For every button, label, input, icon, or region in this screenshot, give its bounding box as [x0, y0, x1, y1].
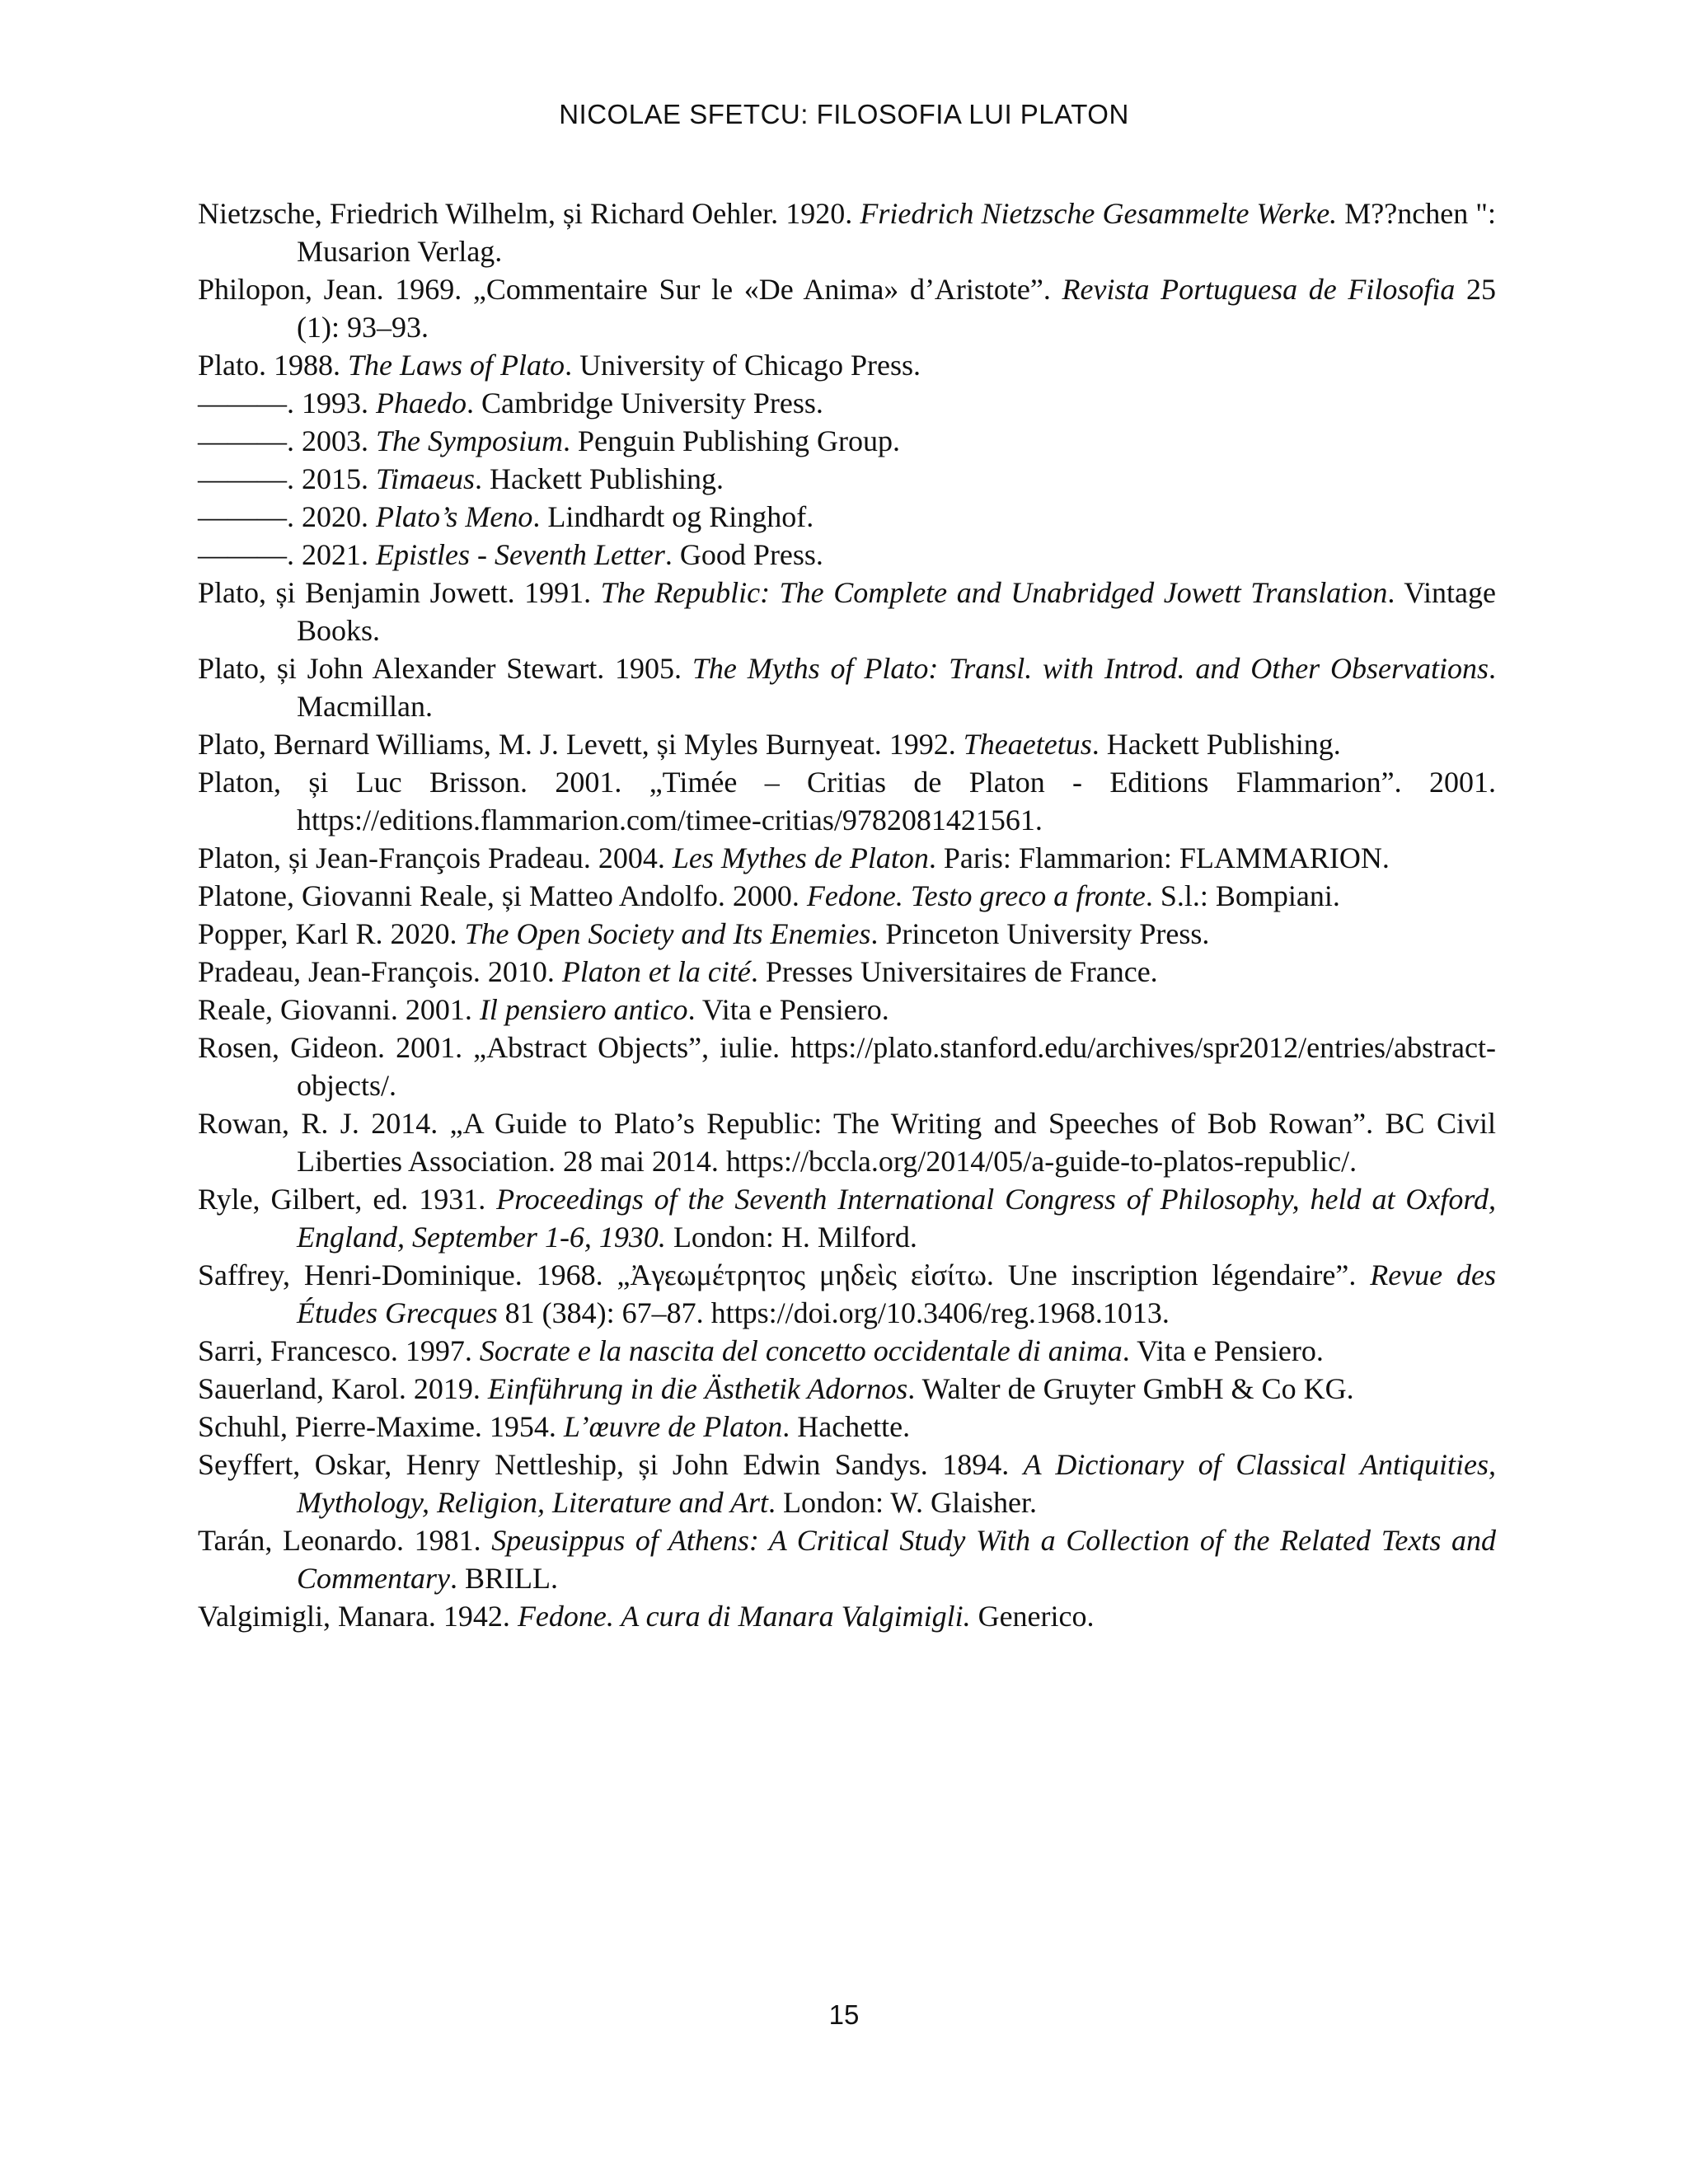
bibliography-entry: Platon, și Jean-François Pradeau. 2004. Les Mythes de Platon. Paris: Flammarion: FLAMMARION.	[198, 841, 1390, 874]
bibliography-entry: Rowan, R. J. 2014. „A Guide to Plato’s Republic: The Writing and Speeches of Bob Rowan”. BC Civil Liberties Association. 28 mai 2014. https://bccla.org/2014/05/a-guide-to-platos-republic/.	[198, 1107, 1496, 1178]
bibliography-entry: Saffrey, Henri-Dominique. 1968. „Ἀγεωμέτρητος μηδεὶς εἰσίτω. Une inscription légendaire”. Revue des Études Grecques 81 (384): 67–87. https://doi.org/10.3406/reg.1968.1013.	[198, 1258, 1496, 1329]
bibliography-entry: Plato, și Benjamin Jowett. 1991. The Republic: The Complete and Unabridged Jowett Translation. Vintage Books.	[198, 576, 1497, 647]
bibliography-entry: Seyffert, Oskar, Henry Nettleship, și John Edwin Sandys. 1894. A Dictionary of Classical Antiquities, Mythology, Religion, Literature and Art. London: W. Glaisher.	[198, 1448, 1496, 1519]
bibliography-entry: ———. 2021. Epistles - Seventh Letter. Good Press.	[198, 538, 823, 571]
bibliography-entry: Sarri, Francesco. 1997. Socrate e la nascita del concetto occidentale di anima. Vita e Pensiero.	[198, 1334, 1324, 1367]
bibliography-entry: Ryle, Gilbert, ed. 1931. Proceedings of the Seventh International Congress of Philosophy, held at Oxford, England, September 1-6, 1930. London: H. Milford.	[198, 1183, 1496, 1254]
bibliography-entry: Plato, și John Alexander Stewart. 1905. The Myths of Plato: Transl. with Introd. and Other Observations. Macmillan.	[198, 652, 1496, 723]
bibliography-entry: Pradeau, Jean-François. 2010. Platon et la cité. Presses Universitaires de France.	[198, 955, 1158, 988]
bibliography-entry: ———. 1993. Phaedo. Cambridge University Press.	[198, 387, 823, 419]
bibliography-entry: ———. 2020. Plato’s Meno. Lindhardt og Ringhof.	[198, 500, 814, 533]
bibliography-entry: Valgimigli, Manara. 1942. Fedone. A cura di Manara Valgimigli. Generico.	[198, 1600, 1095, 1633]
page-number: 15	[828, 1999, 860, 2030]
bibliography-entry: Plato. 1988. The Laws of Plato. University of Chicago Press.	[198, 349, 921, 382]
bibliography-entry: Popper, Karl R. 2020. The Open Society and Its Enemies. Princeton University Press.	[198, 917, 1210, 950]
bibliography-entry: Rosen, Gideon. 2001. „Abstract Objects”, iulie. https://plato.stanford.edu/archives/spr2012/entries/abstract-objects/.	[198, 1031, 1496, 1102]
bibliography-entry: Nietzsche, Friedrich Wilhelm, și Richard Oehler. 1920. Friedrich Nietzsche Gesammelte Werke. M??nchen ": Musarion Verlag.	[198, 197, 1497, 268]
bibliography-entry: Tarán, Leonardo. 1981. Speusippus of Athens: A Critical Study With a Collection of the Related Texts and Commentary. BRILL.	[198, 1524, 1496, 1595]
bibliography-entry: Sauerland, Karol. 2019. Einführung in die Ästhetik Adornos. Walter de Gruyter GmbH & Co KG.	[198, 1372, 1354, 1405]
bibliography-entry: Schuhl, Pierre-Maxime. 1954. L’œuvre de Platon. Hachette.	[198, 1410, 911, 1443]
bibliography-entry: ———. 2015. Timaeus. Hackett Publishing.	[198, 462, 724, 495]
bibliography-list	[198, 194, 1496, 1635]
bibliography-entry: Philopon, Jean. 1969. „Commentaire Sur le «De Anima» d’Aristote”. Revista Portuguesa de Filosofia 25 (1): 93–93.	[198, 273, 1497, 344]
bibliography-entry: Plato, Bernard Williams, M. J. Levett, și Myles Burnyeat. 1992. Theaetetus. Hackett Publishing.	[198, 728, 1341, 761]
bibliography-entry: ———. 2003. The Symposium. Penguin Publishing Group.	[198, 424, 901, 457]
running-header: NICOLAE SFETCU: FILOSOFIA LUI PLATON	[559, 99, 1129, 129]
bibliography-entry: Platon, și Luc Brisson. 2001. „Timée – Critias de Platon - Editions Flammarion”. 2001. https://editions.flammarion.com/timee-critias/9782081421561.	[198, 766, 1496, 837]
bibliography-entry: Reale, Giovanni. 2001. Il pensiero antico. Vita e Pensiero.	[198, 993, 889, 1026]
bibliography-entry: Platone, Giovanni Reale, și Matteo Andolfo. 2000. Fedone. Testo greco a fronte. S.l.: Bompiani.	[198, 879, 1340, 912]
